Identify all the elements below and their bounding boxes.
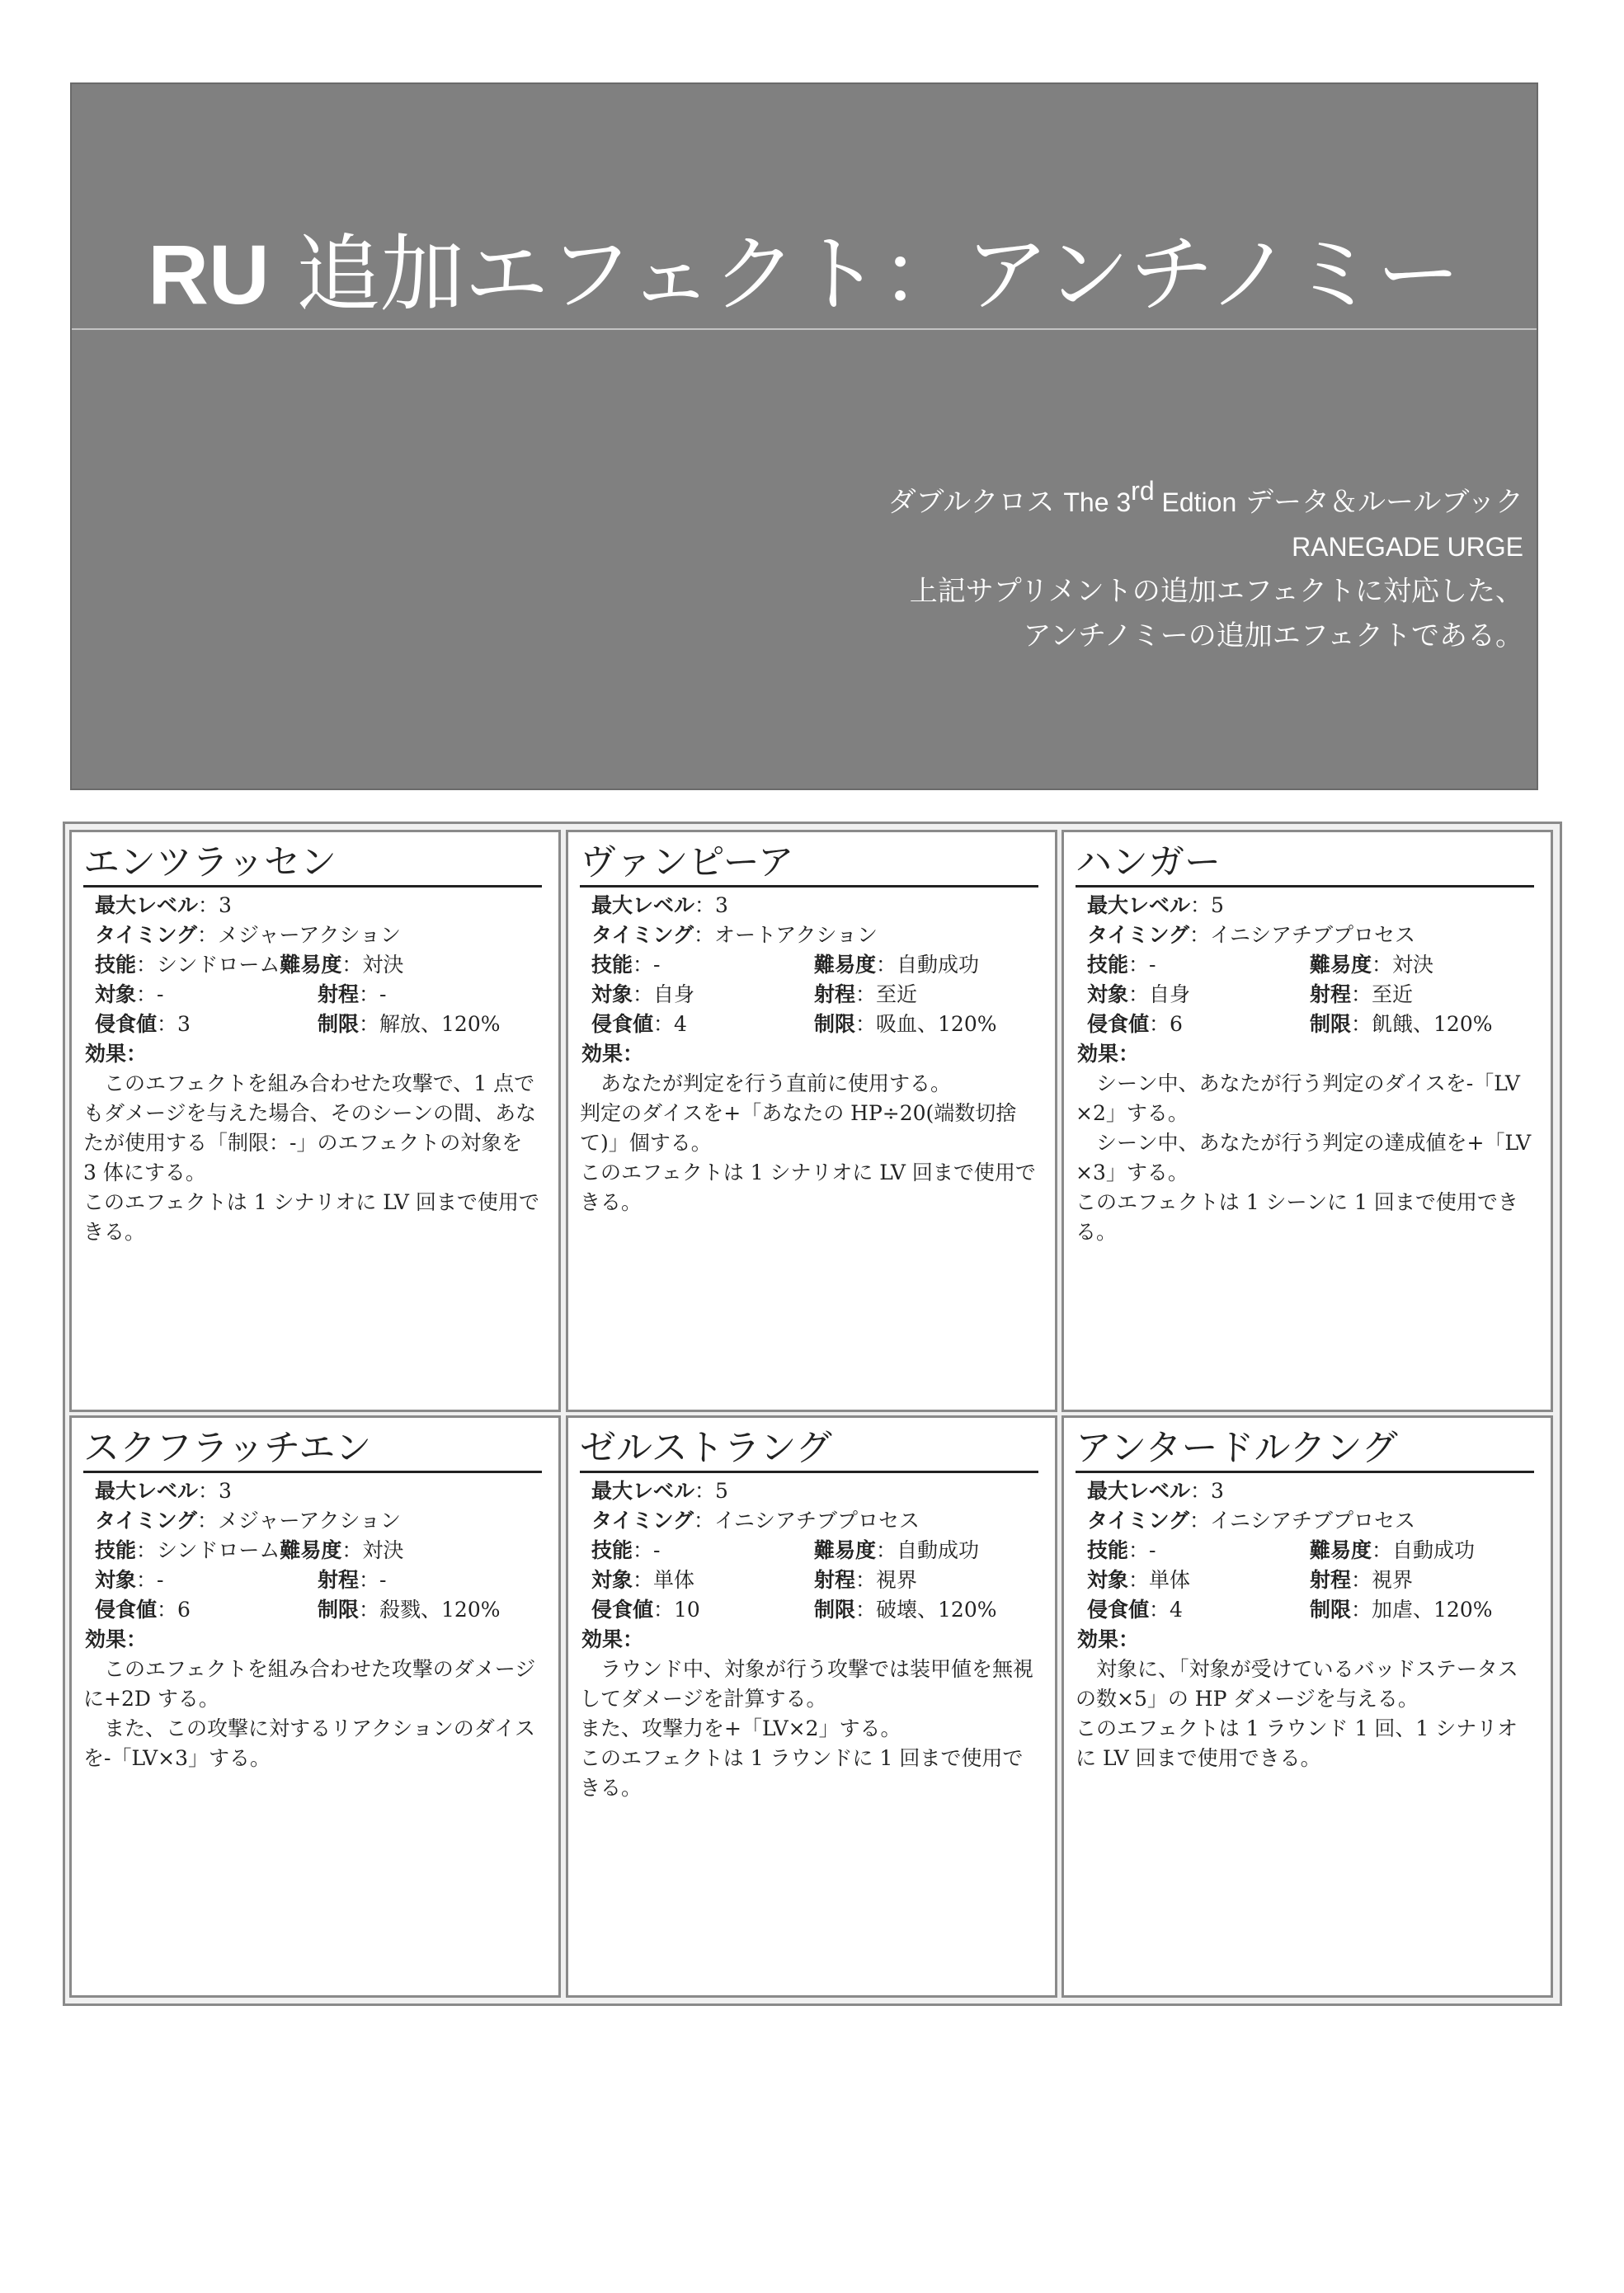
effect-name: ヴァンピーア: [580, 840, 1038, 888]
effect-name: エンツラッセン: [83, 840, 542, 888]
stat-timing: タイミング：イニシアチブプロセス: [1087, 923, 1416, 947]
effect-text: このエフェクトを組み合わせた攻撃のダメージに+2D する。 また、この攻撃に対するリアクションのダイスを-「LV×3」する。: [83, 1657, 536, 1770]
desc-line-2: RANEGADE URGE: [1292, 532, 1523, 562]
stat-erosion-limit: 侵食値：6 制限：殺戮、120%: [95, 1598, 501, 1622]
stat-max-level: 最大レベル：3: [591, 893, 728, 917]
stat-max-level: 最大レベル：5: [591, 1479, 728, 1503]
stat-target-range: 対象：単体 射程：視界: [1087, 1568, 1414, 1592]
stat-skill-difficulty: 技能：- 難易度：自動成功: [1087, 1538, 1476, 1562]
stat-skill-difficulty: 技能：- 難易度：対決: [1087, 953, 1434, 977]
desc-line-1-c: Edtion: [1154, 487, 1237, 517]
effect-text: シーン中、あなたが行う判定のダイスを-「LV×2」する。 シーン中、あなたが行う判定の達成値を+「LV×3」する。 このエフェクトは 1 シーンに 1 回まで使用できる。: [1076, 1071, 1532, 1244]
title-main: 追加エフェクト：アンチノミー: [269, 226, 1461, 324]
stat-erosion-limit: 侵食値：3 制限：解放、120%: [95, 1012, 501, 1036]
effect-label: 効果：: [581, 1627, 644, 1651]
stat-target-range: 対象：自身 射程：至近: [1087, 982, 1414, 1006]
stat-timing: タイミング：オートアクション: [591, 923, 878, 947]
effect-text: ラウンド中、対象が行う攻撃では装甲値を無視してダメージを計算する。 また、攻撃力を+「LV×2」する。 このエフェクトは 1 ラウンドに 1 回まで使用できる。: [580, 1657, 1034, 1800]
desc-line-4: アンチノミーの追加エフェクトである。: [1023, 619, 1523, 652]
effect-name: スクフラッチエン: [83, 1426, 542, 1473]
effect-label: 効果：: [1077, 1627, 1140, 1651]
effect-name: ゼルストラング: [580, 1426, 1038, 1473]
effect-name: ハンガー: [1076, 840, 1534, 888]
stat-timing: タイミング：メジャーアクション: [95, 1509, 402, 1533]
stat-skill-difficulty: 技能：- 難易度：自動成功: [591, 953, 980, 977]
stat-skill-difficulty: 技能：シンドローム難易度：対決: [95, 1538, 404, 1562]
stat-target-range: 対象：- 射程：-: [95, 982, 387, 1006]
stat-max-level: 最大レベル：3: [95, 893, 232, 917]
stat-target-range: 対象：自身 射程：至近: [591, 982, 918, 1006]
effect-label: 効果：: [1077, 1042, 1140, 1066]
effect-text: 対象に、「対象が受けているバッドステータスの数×5」の HP ダメージを与える。 このエフェクトは 1 ラウンド 1 回、1 シナリオに LV 回まで使用できる。: [1076, 1657, 1518, 1770]
banner-divider: [72, 328, 1537, 330]
desc-line-1-d: データ＆ルールブック: [1236, 486, 1523, 519]
stat-erosion-limit: 侵食値：6 制限：飢餓、120%: [1087, 1012, 1493, 1036]
effect-label: 効果：: [85, 1042, 148, 1066]
effect-card: [69, 830, 561, 1412]
stat-skill-difficulty: 技能：- 難易度：自動成功: [591, 1538, 980, 1562]
stat-skill-difficulty: 技能：シンドローム難易度：対決: [95, 953, 404, 977]
effect-name: アンタードルクング: [1076, 1426, 1534, 1473]
desc-line-3: 上記サプリメントの追加エフェクトに対応した、: [909, 575, 1523, 608]
desc-line-1-b: The 3: [1063, 487, 1132, 517]
stat-max-level: 最大レベル：5: [1087, 893, 1224, 917]
effect-card: [1061, 1415, 1553, 1998]
stat-max-level: 最大レベル：3: [95, 1479, 232, 1503]
effect-card: [566, 1415, 1057, 1998]
stat-timing: タイミング：メジャーアクション: [95, 923, 402, 947]
title-banner: [70, 82, 1538, 790]
effect-card: [1061, 830, 1553, 1412]
stat-timing: タイミング：イニシアチブプロセス: [1087, 1509, 1416, 1533]
desc-line-1: [887, 476, 1523, 525]
stat-timing: タイミング：イニシアチブプロセス: [591, 1509, 920, 1533]
desc-line-1-sup: rd: [1131, 476, 1155, 506]
document-title: [72, 226, 1537, 324]
effect-label: 効果：: [85, 1627, 148, 1651]
effect-label: 効果：: [581, 1042, 644, 1066]
stat-max-level: 最大レベル：3: [1087, 1479, 1224, 1503]
desc-line-1-a: ダブルクロス: [887, 486, 1064, 519]
effect-text: このエフェクトを組み合わせた攻撃で、1 点でもダメージを与えた場合、そのシーンの間、あなたが使用する「制限：-」のエフェクトの対象を 3 体にする。 このエフェクトは 1 シナリオに LV 回まで使用できる。: [83, 1071, 539, 1244]
effect-text: あなたが判定を行う直前に使用する。 判定のダイスを+「あなたの HP÷20(端数切捨て)」個する。 このエフェクトは 1 シナリオに LV 回まで使用できる。: [580, 1071, 1036, 1214]
stat-erosion-limit: 侵食値：4 制限：吸血、120%: [591, 1012, 997, 1036]
title-prefix: RU: [148, 228, 270, 322]
effect-card: [69, 1415, 561, 1998]
stat-erosion-limit: 侵食値：10 制限：破壊、120%: [591, 1598, 997, 1622]
stat-erosion-limit: 侵食値：4 制限：加虐、120%: [1087, 1598, 1493, 1622]
stat-target-range: 対象：- 射程：-: [95, 1568, 387, 1592]
effect-card: [566, 830, 1057, 1412]
stat-target-range: 対象：単体 射程：視界: [591, 1568, 918, 1592]
banner-description: [887, 476, 1523, 658]
